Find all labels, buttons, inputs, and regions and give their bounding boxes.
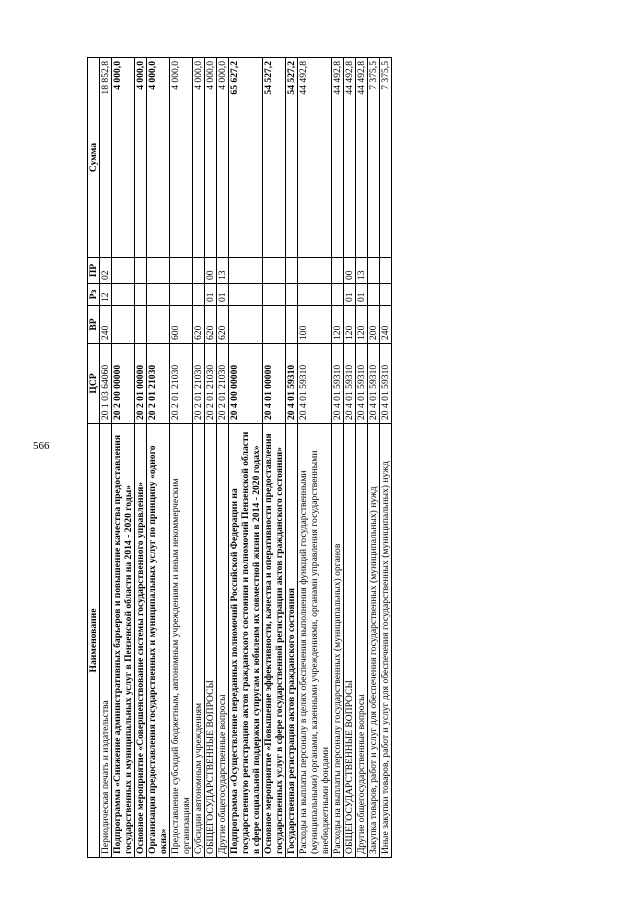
table-body (100, 58, 392, 858)
cell-rz (147, 284, 170, 306)
cell-vr (112, 306, 135, 344)
cell-rz (368, 284, 380, 306)
cell-rz (263, 284, 286, 306)
cell-vr (263, 306, 286, 344)
cell-name: Расходы на выплаты персоналу в целях обеспечения выполнения функций государственными (муниципальными) органами, казенными учреждениями, органами управления государственными внебюджетными фондами (298, 424, 332, 858)
cell-csr: 20 2 00 00000 (112, 344, 135, 424)
cell-vr: 600 (170, 306, 193, 344)
table-row (380, 58, 392, 858)
cell-name: Основное мероприятие «Повышение эффективности, качества и оперативности предоставления государственных услуг в сфере государственной регистрации актов гражданского состояния» (263, 424, 286, 858)
cell-pr (193, 258, 205, 284)
cell-vr: 240 (380, 306, 392, 344)
cell-sum: 44 492,8 (298, 58, 332, 258)
cell-rz (170, 284, 193, 306)
cell-vr (147, 306, 170, 344)
table-row (135, 58, 147, 858)
cell-sum: 18 852,8 (100, 58, 112, 258)
cell-sum: 7 375,5 (380, 58, 392, 258)
table-row (112, 58, 135, 858)
cell-rz: 01 (217, 284, 229, 306)
header-pr: ПР (88, 258, 100, 284)
cell-csr: 20 4 00 00000 (229, 344, 263, 424)
cell-pr (368, 258, 380, 284)
header-vr: ВР (88, 306, 100, 344)
cell-vr: 120 (344, 306, 356, 344)
cell-rz (380, 284, 392, 306)
header-rz: Рз (88, 284, 100, 306)
table-row (205, 58, 217, 858)
cell-name: Субсидии автономным учреждениям (193, 424, 205, 858)
table-row (286, 58, 298, 858)
budget-table (87, 57, 392, 858)
cell-name: Подпрограмма «Осуществление переданных полномочий Российской Федерации на государственную регистрацию актов гражданского состояния и полномочий Пензенской области в сфере социальной поддержки супругам к юбилеям их совместной жизни в 2014 - 2020 годах» (229, 424, 263, 858)
header-csr: ЦСР (88, 344, 100, 424)
cell-name: Другие общегосударственные вопросы (217, 424, 229, 858)
table-row (298, 58, 332, 858)
cell-csr: 20 4 01 59310 (286, 344, 298, 424)
table-row (147, 58, 170, 858)
cell-pr (298, 258, 332, 284)
cell-vr: 620 (217, 306, 229, 344)
cell-vr: 240 (100, 306, 112, 344)
table-row (368, 58, 380, 858)
cell-name: Другие общегосударственные вопросы (356, 424, 368, 858)
cell-csr: 20 2 01 21030 (170, 344, 193, 424)
table-row (193, 58, 205, 858)
table-row (263, 58, 286, 858)
cell-pr: 00 (344, 258, 356, 284)
cell-rz (332, 284, 344, 306)
cell-name: ОБЩЕГОСУДАРСТВЕННЫЕ ВОПРОСЫ (344, 424, 356, 858)
cell-csr: 20 1 03 64060 (100, 344, 112, 424)
cell-pr: 02 (100, 258, 112, 284)
cell-csr: 20 4 01 59310 (298, 344, 332, 424)
cell-name: Государственная регистрация актов гражданского состояния (286, 424, 298, 858)
table-row (229, 58, 263, 858)
cell-sum: 44 492,8 (344, 58, 356, 258)
cell-pr: 00 (205, 258, 217, 284)
table-row (100, 58, 112, 858)
cell-sum: 4 000,0 (112, 58, 135, 258)
cell-name: Закупка товаров, работ и услуг для обеспечения государственных (муниципальных) нужд (368, 424, 380, 858)
cell-csr: 20 2 01 21030 (205, 344, 217, 424)
cell-pr (286, 258, 298, 284)
cell-sum: 4 000,0 (147, 58, 170, 258)
cell-name: Расходы на выплаты персоналу государственных (муниципальных) органов (332, 424, 344, 858)
cell-csr: 20 4 01 59310 (332, 344, 344, 424)
cell-csr: 20 4 01 59310 (356, 344, 368, 424)
cell-vr: 100 (298, 306, 332, 344)
cell-vr: 120 (356, 306, 368, 344)
cell-sum: 65 627,2 (229, 58, 263, 258)
cell-rz (112, 284, 135, 306)
cell-csr: 20 2 01 21030 (217, 344, 229, 424)
cell-pr (170, 258, 193, 284)
cell-sum: 4 000,0 (217, 58, 229, 258)
cell-pr (263, 258, 286, 284)
table-row (356, 58, 368, 858)
cell-vr: 200 (368, 306, 380, 344)
cell-vr (286, 306, 298, 344)
table-row (170, 58, 193, 858)
table-row (217, 58, 229, 858)
cell-vr (135, 306, 147, 344)
cell-rz: 12 (100, 284, 112, 306)
cell-csr: 20 4 01 00000 (263, 344, 286, 424)
cell-pr: 13 (217, 258, 229, 284)
cell-name: Предоставление субсидий бюджетным, автономным учреждениям и иным некоммерческим организациям (170, 424, 193, 858)
cell-csr: 20 2 01 21030 (193, 344, 205, 424)
cell-csr: 20 4 01 59310 (344, 344, 356, 424)
cell-csr: 20 4 01 59310 (380, 344, 392, 424)
cell-csr: 20 2 01 00000 (135, 344, 147, 424)
cell-pr (332, 258, 344, 284)
page-number: 566 (33, 440, 50, 452)
cell-vr: 620 (205, 306, 217, 344)
cell-name: Основное мероприятие «Совершенствование системы государственного управления» (135, 424, 147, 858)
cell-rz: 01 (344, 284, 356, 306)
cell-pr (229, 258, 263, 284)
cell-sum: 4 000,0 (135, 58, 147, 258)
rotated-page-content (87, 58, 608, 858)
cell-sum: 44 492,8 (356, 58, 368, 258)
cell-rz (135, 284, 147, 306)
cell-sum: 4 000,0 (205, 58, 217, 258)
cell-rz: 01 (356, 284, 368, 306)
cell-sum: 54 527,2 (286, 58, 298, 258)
table-row (344, 58, 356, 858)
cell-rz (193, 284, 205, 306)
cell-rz (298, 284, 332, 306)
cell-rz: 01 (205, 284, 217, 306)
cell-name: Подпрограмма «Снижение административных барьеров и повышение качества предоставления государственных и муниципальных услуг в Пензенской области на 2014 - 2020 годы» (112, 424, 135, 858)
cell-name: Периодическая печать и издательства (100, 424, 112, 858)
cell-name: Иные закупки товаров, работ и услуг для обеспечения государственных (муниципальных) нужд (380, 424, 392, 858)
cell-pr (380, 258, 392, 284)
cell-pr (147, 258, 170, 284)
cell-vr: 620 (193, 306, 205, 344)
cell-vr (229, 306, 263, 344)
cell-sum: 7 375,5 (368, 58, 380, 258)
cell-pr (135, 258, 147, 284)
cell-pr (112, 258, 135, 284)
cell-csr: 20 4 01 59310 (368, 344, 380, 424)
cell-name: Организация предоставления государственных и муниципальных услуг по принципу «одного окна» (147, 424, 170, 858)
cell-csr: 20 2 01 21030 (147, 344, 170, 424)
cell-rz (286, 284, 298, 306)
cell-sum: 4 000,0 (193, 58, 205, 258)
cell-pr: 13 (356, 258, 368, 284)
cell-sum: 54 527,2 (263, 58, 286, 258)
cell-rz (229, 284, 263, 306)
header-name: Наименование (88, 424, 100, 858)
table-row (332, 58, 344, 858)
header-sum: Сумма (88, 58, 100, 258)
table-header-row (88, 58, 100, 858)
cell-vr: 120 (332, 306, 344, 344)
cell-name: ОБЩЕГОСУДАРСТВЕННЫЕ ВОПРОСЫ (205, 424, 217, 858)
cell-sum: 4 000,0 (170, 58, 193, 258)
cell-sum: 44 492,8 (332, 58, 344, 258)
